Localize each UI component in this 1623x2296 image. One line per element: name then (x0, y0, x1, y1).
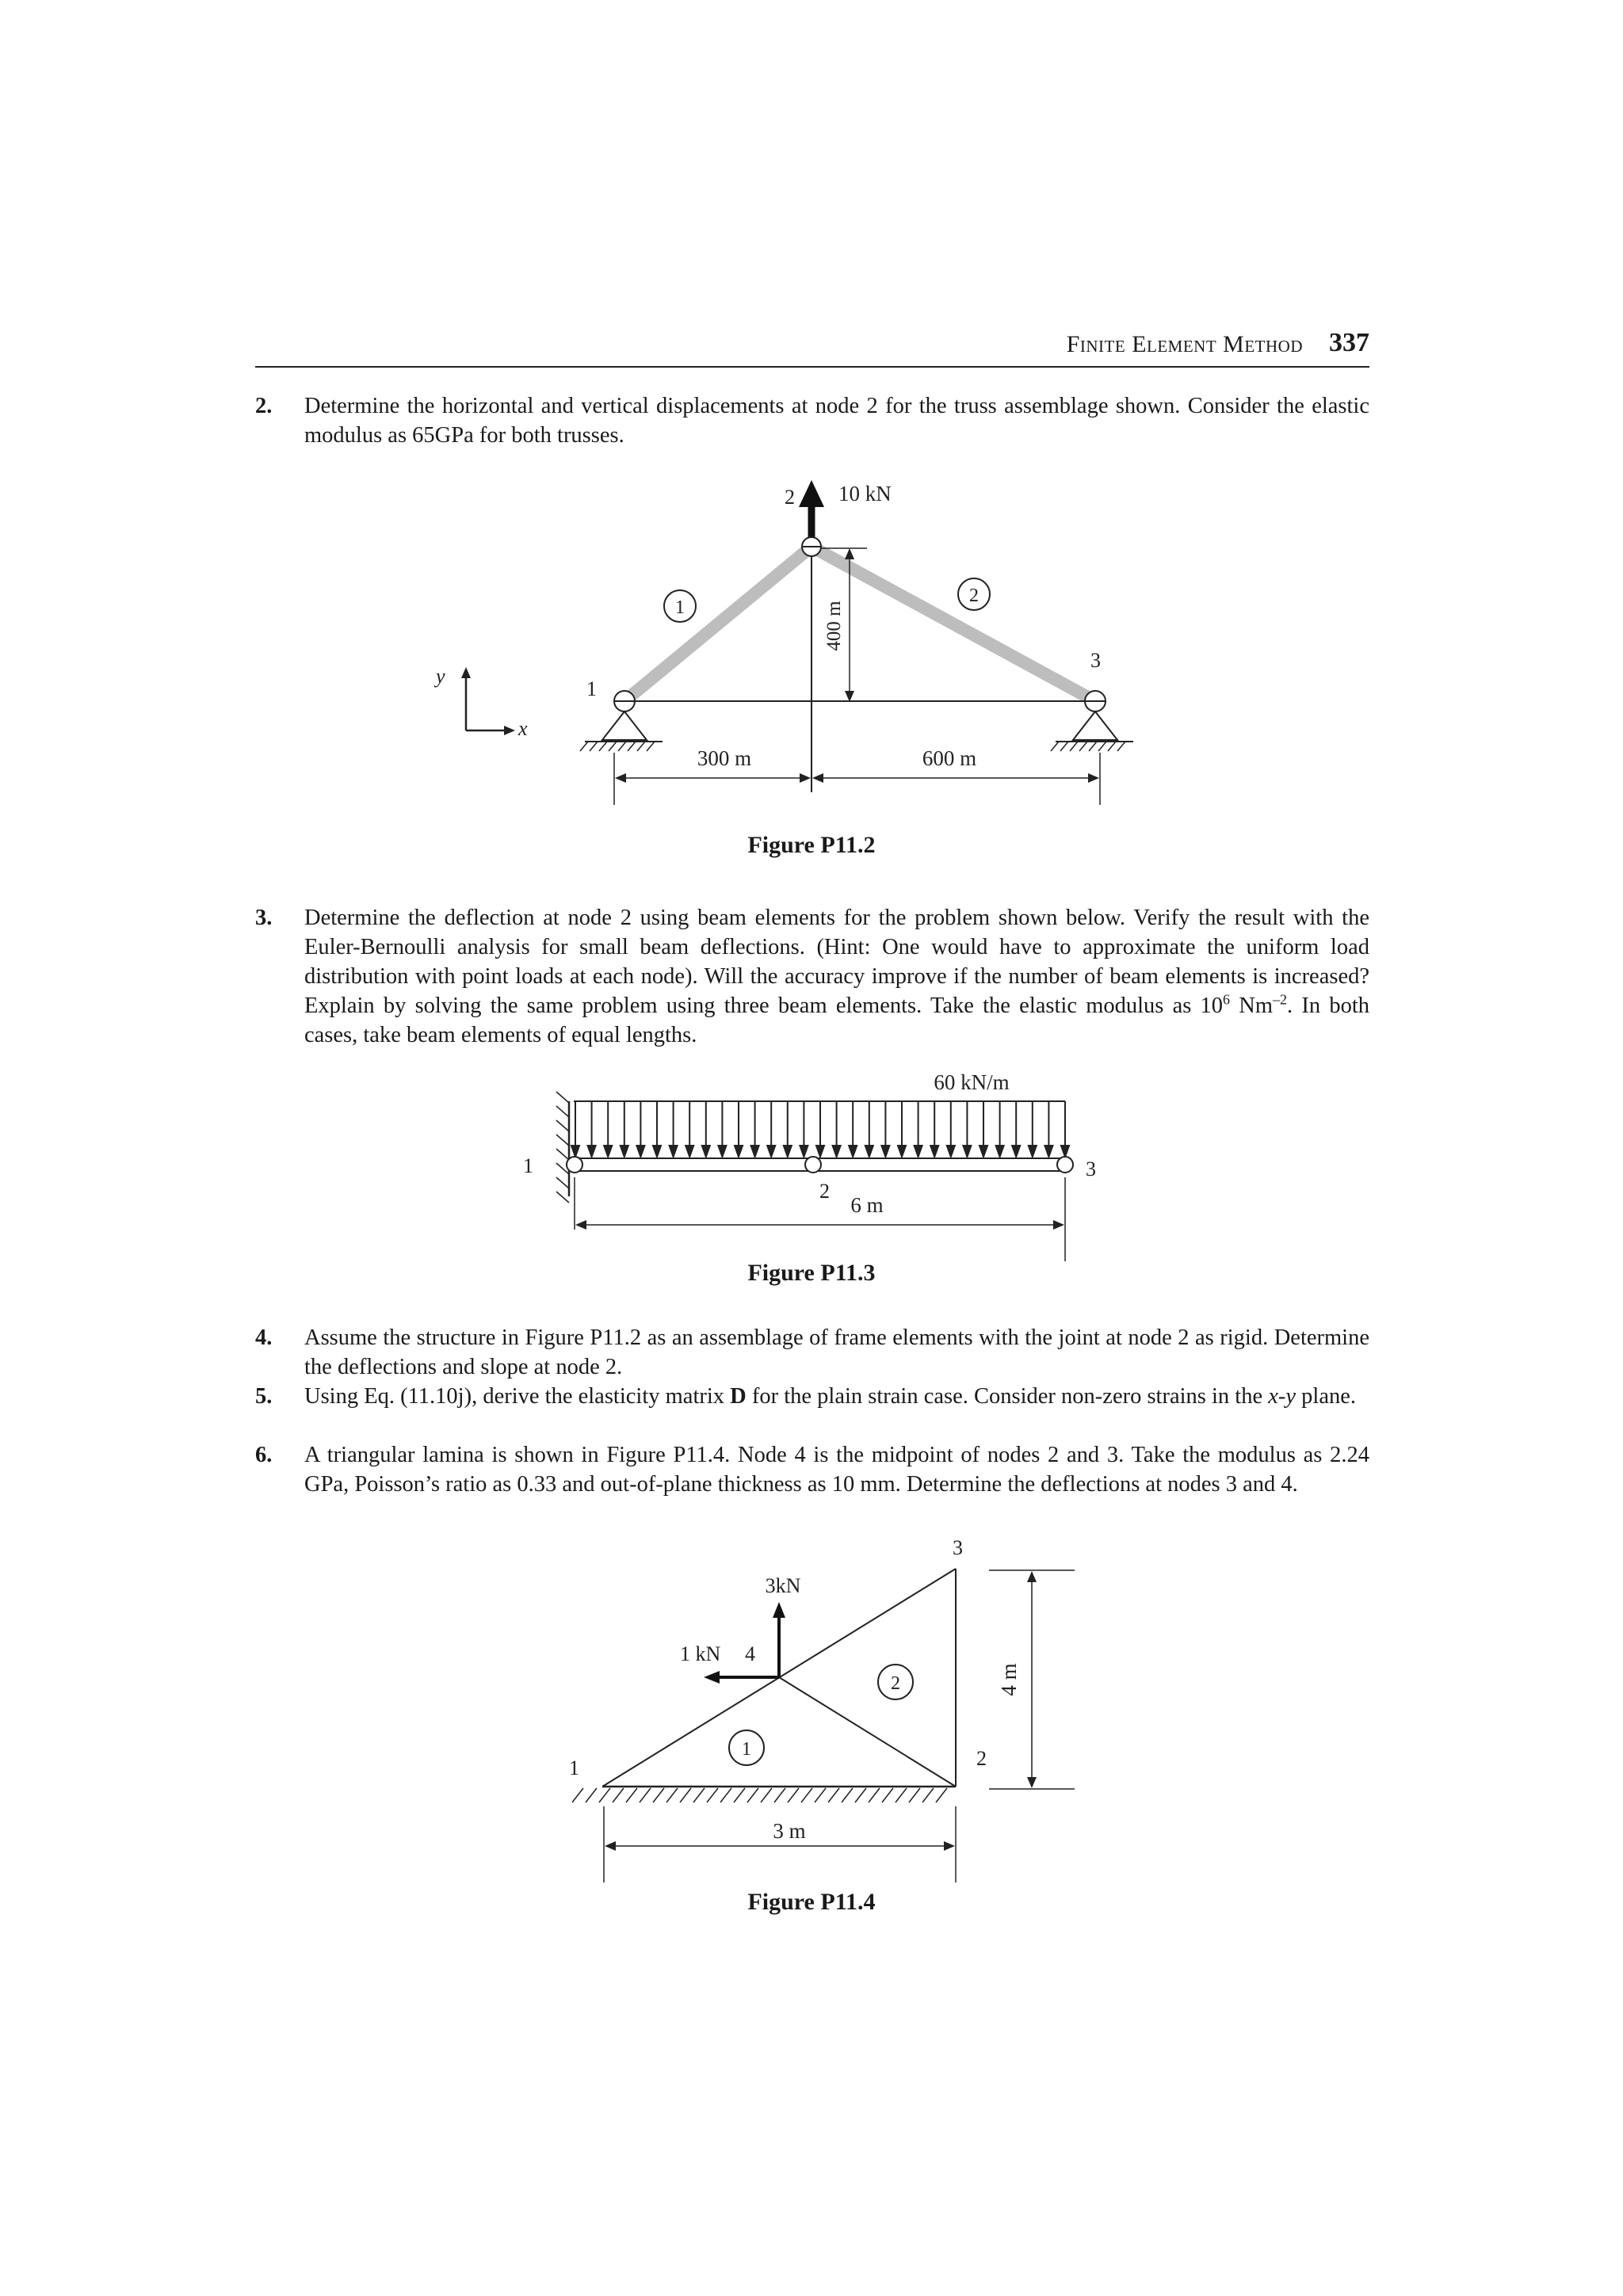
element-2-label: 2 (891, 1673, 900, 1694)
node-2-label: 2 (785, 486, 795, 509)
left-span-label: 300 m (697, 746, 752, 770)
element-2-label: 2 (969, 585, 979, 606)
node-1-label: 1 (569, 1756, 579, 1779)
running-title: Finite Element Method (1066, 331, 1303, 357)
axis-x-label: x (518, 717, 528, 740)
problem-text: Determine the horizontal and vertical displacements at node 2 for the truss assemblage shown. Consider the elastic modulus as 65GPa for both trusses. (304, 394, 1369, 448)
problem-number: 6. (255, 1443, 273, 1467)
vertical-load-label: 3kN (765, 1574, 801, 1597)
node-3-label: 3 (1090, 649, 1101, 672)
base-dimension-label: 3 m (773, 1819, 806, 1843)
figure-caption: Figure P11.3 (747, 1260, 876, 1286)
load-arrow-up-icon (773, 1602, 785, 1618)
height-dimension-label: 4 m (997, 1663, 1021, 1696)
node-3-label: 3 (1086, 1158, 1096, 1180)
problem-text: Using Eq. (11.10j), derive the elasticity matrix D for the plain strain case. Consider non-zero strains in the x-y plane. (304, 1384, 1356, 1409)
element-1-label: 1 (675, 597, 685, 618)
length-label: 6 m (850, 1193, 884, 1217)
node-1-label: 1 (523, 1154, 533, 1177)
problem-number: 5. (255, 1384, 273, 1409)
horizontal-load-label: 1 kN (680, 1642, 721, 1665)
element-1-label: 1 (742, 1739, 751, 1760)
load-arrow-left-icon (704, 1671, 720, 1684)
page-number: 337 (1329, 328, 1369, 357)
node-2-label: 2 (819, 1180, 830, 1203)
height-dimension-label: 400 m (823, 601, 845, 651)
axis-y-label: y (436, 665, 445, 688)
right-span-label: 600 m (922, 746, 977, 770)
problem-text: Assume the structure in Figure P11.2 as an assemblage of frame elements with the joint at node 2 as rigid. Determine the deflections and slope at node 2. (304, 1325, 1369, 1379)
distributed-load-label: 60 kN/m (934, 1070, 1010, 1094)
load-label: 10 kN (838, 482, 892, 505)
node-3-label: 3 (953, 1536, 963, 1559)
figure-caption: Figure P11.4 (747, 1889, 876, 1915)
ground-hatch (572, 1788, 947, 1802)
node-1-label: 1 (586, 677, 597, 700)
node-4-label: 4 (745, 1642, 755, 1665)
problem-text: Determine the deflection at node 2 using beam elements for the problem shown below. Verify the result with the Euler-Bernoulli analysis for small beam deflections. (Hint: One would have to approximate the uniform load distribution with point loads at each node). Will the accuracy improve if the number of beam elements is increased? Explain by solving the same problem using three beam elements. Take the elastic modulus as $10^6$ $Nm^{-2}$. In both cases, take beam elements of equal lengths. (304, 906, 1369, 1047)
problem-number: 4. (255, 1325, 273, 1350)
node-2-label: 2 (976, 1747, 987, 1770)
problem-number: 2. (255, 394, 273, 418)
problem-text: A triangular lamina is shown in Figure P11.4. Node 4 is the midpoint of nodes 2 and 3. Take the modulus as 2.24 GPa, Poisson’s ratio as 0.33 and out-of-plane thickness as 10 mm. Determine the deflections at nodes 3 and 4. (304, 1443, 1369, 1497)
figure-caption: Figure P11.2 (747, 832, 876, 858)
problem-number: 3. (255, 906, 273, 930)
